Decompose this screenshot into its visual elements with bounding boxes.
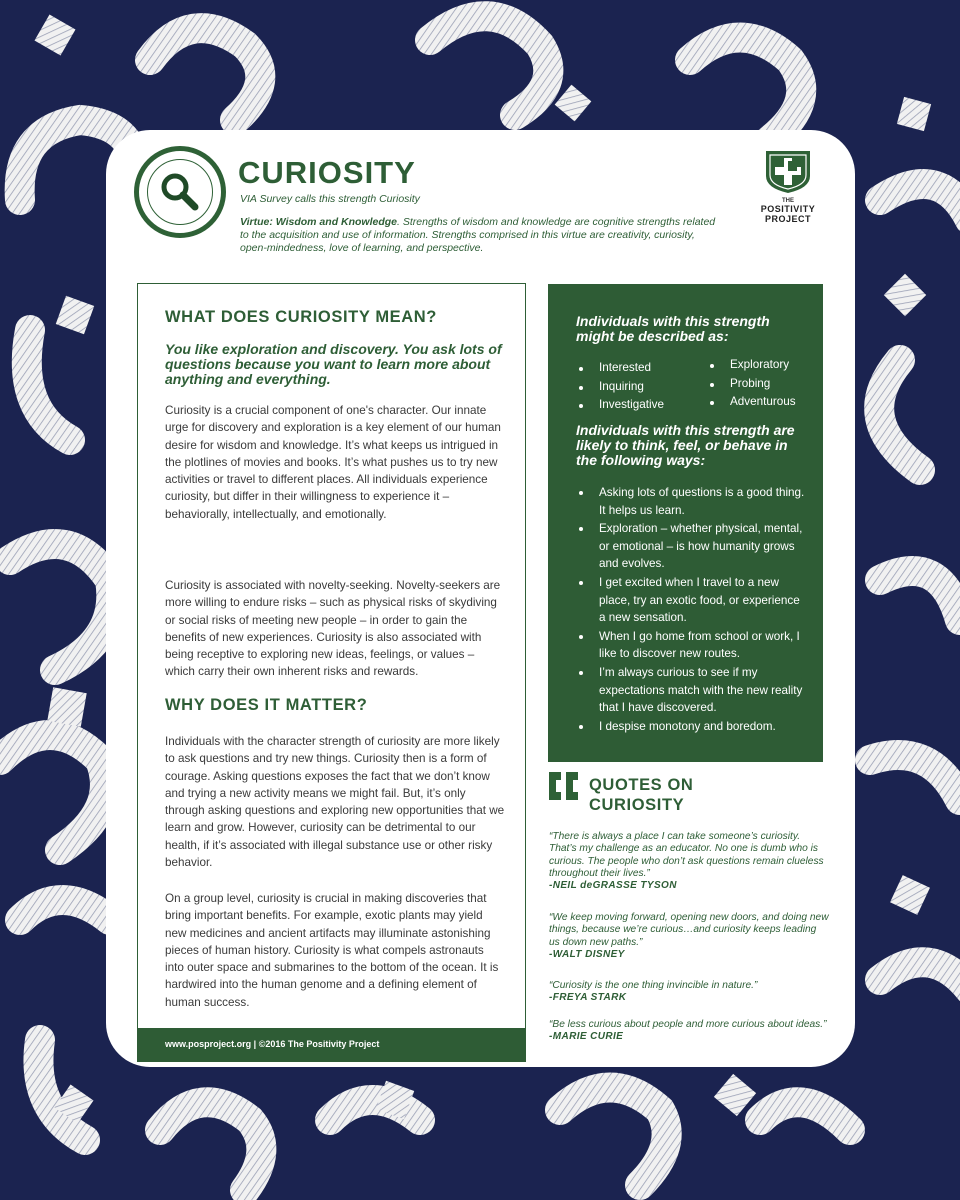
heading-what-does-it-mean: WHAT DOES CURIOSITY MEAN? bbox=[165, 308, 437, 326]
quote-item bbox=[549, 1019, 829, 1044]
magnifier-logo bbox=[134, 146, 226, 238]
behavior-item: I’m always curious to see if my expectations match with the new reality that I have discovered. bbox=[576, 664, 806, 717]
virtue-label: Virtue: Wisdom and Knowledge bbox=[240, 216, 398, 228]
virtue-description bbox=[240, 216, 720, 255]
paragraph-4: On a group level, curiosity is crucial in making discoveries that bring important benefits. For example, exotic plants may yield new medicines and ancient artifacts may illuminate astonishing pieces of human history. Curiosity is what compels astronauts into outer space and submarines to the bottom of the ocean. It is hardwired into the human genome and a defining element of human success. bbox=[165, 892, 499, 1009]
behavior-item: Exploration – whether physical, mental, or emotional – is how humanity grows and evolves. bbox=[576, 520, 806, 573]
virtue-text: . Strengths of wisdom and knowledge are cognitive strengths related to the acquisition and use of information. Strengths comprised in this virtue are creativity, curiosity, open-mindedness, love of learning, and perspective. bbox=[240, 216, 716, 254]
brand-name-line1: POSITIVITY bbox=[760, 204, 816, 214]
heading-why-it-matters: WHY DOES IT MATTER? bbox=[165, 696, 368, 714]
quote-text: “Curiosity is the one thing invincible in nature.” bbox=[549, 980, 758, 991]
descriptor-item: Adventurous bbox=[707, 395, 796, 414]
shield-plus-icon bbox=[763, 148, 813, 194]
descriptor-item: Probing bbox=[707, 377, 796, 396]
quote-item bbox=[549, 831, 829, 892]
descriptors-column-1 bbox=[576, 361, 664, 417]
quote-text: “There is always a place I can take someone’s curiosity. That’s my challenge as an educator. No one is dumb who is curious. The people who don’t ask questions remain clueless throughout their lives.” bbox=[549, 831, 824, 879]
quotes-heading-line1: QUOTES ON bbox=[589, 776, 694, 794]
brand-the: THE bbox=[782, 198, 794, 204]
brand-name-line2: PROJECT bbox=[764, 214, 811, 224]
quote-item bbox=[549, 912, 829, 961]
behavior-item: I despise monotony and boredom. bbox=[576, 718, 806, 736]
paragraph-1: Curiosity is a crucial component of one's character. Our innate urge for discovery and exploration is a key element of our human desire for wisdom and knowledge. It’s what keeps us intrigued in the plotlines of movies and books. It’s what pushes us to try new activities or travel to different places. All individuals experience curiosity, but differ in their willingness to experience it – behaviorally, intellectually, and emotionally. bbox=[165, 404, 501, 521]
page-title: CURIOSITY bbox=[238, 155, 416, 190]
magnifying-glass-icon bbox=[139, 151, 221, 233]
descriptor-item: Exploratory bbox=[707, 358, 796, 377]
quote-item bbox=[549, 980, 829, 1005]
quote-author: -MARIE CURIE bbox=[549, 1031, 624, 1043]
positivity-project-logo bbox=[752, 148, 824, 224]
footer-bar bbox=[137, 1028, 526, 1062]
quote-text: “We keep moving forward, opening new doors, and doing new things, because we’re curious…and curiosity keeps leading us down new paths.” bbox=[549, 912, 829, 948]
quote-author: -NEIL deGRASSE TYSON bbox=[549, 880, 677, 892]
descriptor-item: Interested bbox=[576, 361, 664, 380]
quote-author: -WALT DISNEY bbox=[549, 948, 625, 960]
described-as-heading: Individuals with this strength might be described as: bbox=[576, 313, 770, 344]
page-subtitle: VIA Survey calls this strength Curiosity bbox=[240, 193, 420, 205]
paragraph-3: Individuals with the character strength of curiosity are more likely to ask questions and try new things. Curiosity then is a form of courage. Asking questions exposes the fact that we don’t know and trying a new activity means we might fail. But, it’s only through asking questions and exploring new opportunities that we learn and grow. However, curiosity can be detrimental to our health, if it’s associated with illegal substance use or other risky behavior. bbox=[165, 735, 505, 870]
quotes-heading-line2: CURIOSITY bbox=[589, 796, 685, 814]
paragraph-2: Curiosity is associated with novelty-seeking. Novelty-seekers are more willing to endure risks – such as physical risks of skydiving or social risks of meeting new people – in order to gain the benefits of new experiences. Curiosity is also associated with being receptive to exploring new ideas, feelings, or values – which carry their own inherent risks and rewards. bbox=[165, 579, 501, 679]
footer-text: www.posproject.org | ©2016 The Positivity Project bbox=[165, 1039, 380, 1049]
behavior-item: I get excited when I travel to a new place, try an exotic food, or experience a new sensation. bbox=[576, 574, 806, 627]
behavior-item: When I go home from school or work, I like to discover new routes. bbox=[576, 628, 806, 663]
quote-text: “Be less curious about people and more curious about ideas.” bbox=[549, 1019, 827, 1030]
behavior-item: Asking lots of questions is a good thing. It helps us learn. bbox=[576, 484, 806, 519]
descriptors-column-2 bbox=[707, 358, 796, 414]
descriptor-item: Inquiring bbox=[576, 380, 664, 399]
quotes-heading bbox=[589, 775, 693, 815]
behaviors-heading: Individuals with this strength are likely to think, feel, or behave in the following ways: bbox=[576, 422, 795, 468]
intro-statement: You like exploration and discovery. You ask lots of questions because you want to learn more about anything and everything. bbox=[165, 341, 502, 387]
quotation-mark-icon bbox=[547, 772, 583, 802]
quote-author: -FREYA STARK bbox=[549, 992, 627, 1004]
behaviors-list bbox=[576, 484, 806, 736]
descriptor-item: Investigative bbox=[576, 398, 664, 417]
